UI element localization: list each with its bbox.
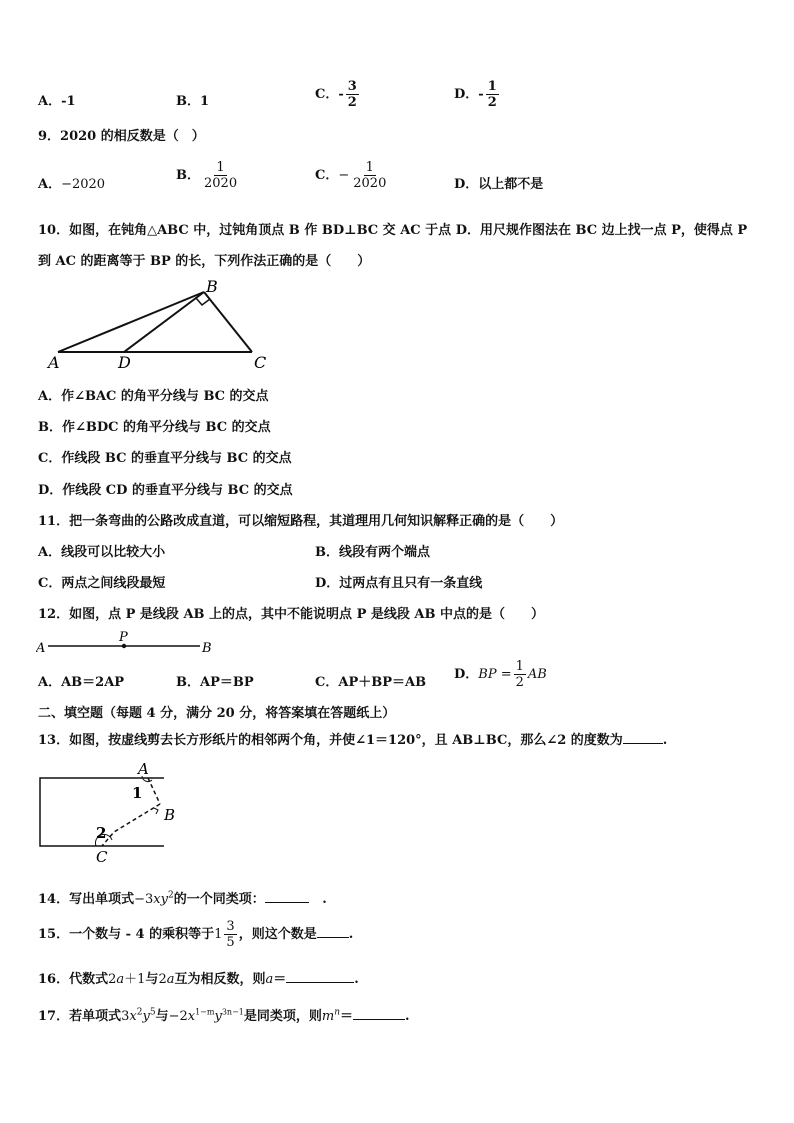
q11-option-d: D．过两点有且只有一条直线 [315,576,483,591]
q8-option-a: A．-1 [38,94,76,109]
segment-ab-figure [36,630,216,656]
fig10-label-c: C [254,353,267,372]
fig10-label-b: B [206,277,218,296]
q10-option-a: A．作∠BAC 的角平分线与 BC 的交点 [38,389,269,404]
q11-option-c: C．两点之间线段最短 [38,576,166,591]
q15-stem: 15．一个数与 - 4 的乘积等于1 $\frac{3}{5}$ ，则这个数是 . [38,919,354,950]
fig10-label-d: D [118,353,131,372]
q9-option-c: C．− $\frac{1}{2020}$ [315,160,387,191]
fig13-label-c: C [96,848,108,866]
fig13-label-b: B [164,806,176,824]
q8-option-b: B．1 [176,94,210,109]
q9-stem: 9．2020 的相反数是（ ） [38,129,205,144]
q13-stem: 13．如图，按虚线剪去长方形纸片的相邻两个角，并使∠1＝120°，且 AB⊥BC，那么∠2 的度数为 . [38,733,668,748]
q11-option-b: B．线段有两个端点 [315,545,430,560]
fig12-label-a: A [36,641,46,656]
fig13-angle-2: 2 [96,824,107,842]
q10-option-b: B．作∠BDC 的角平分线与 BC 的交点 [38,420,271,435]
q10-option-c: C．作线段 BC 的垂直平分线与 BC 的交点 [38,451,292,466]
q14-stem: 14．写出单项式$-3xy^2$的一个同类项： . [38,890,327,907]
q9-option-b: B． $\frac{1}{2020}$ [176,160,238,191]
q8-option-c: C．- $\frac{3}{2}$ [315,79,357,110]
q9-option-d: D．以上都不是 [454,177,544,192]
fig13-label-a: A [138,760,149,778]
fig12-label-b: B [202,641,212,656]
q10-option-d: D．作线段 CD 的垂直平分线与 BC 的交点 [38,483,293,498]
q12-option-d: D．BP = $\frac{1}{2}$ AB [454,659,547,690]
q10-stem-line1: 10．如图，在钝角△ABC 中，过钝角顶点 B 作 BD⊥BC 交 AC 于点 D．用尺规作图法在 BC 边上找一点 P，使得点 P [38,223,748,238]
fig10-label-a: A [48,353,60,372]
q12-option-a: A．AB＝2AP [38,675,125,690]
q11-stem: 11．把一条弯曲的公路改成直道，可以缩短路程，其道理用几何知识解释正确的是（ ） [38,514,564,529]
q17-stem: 17．若单项式$3x^2y^5$与$-2x^{1-m}y^{3n-1}$是同类项，则$m^n=$ . [38,1007,410,1024]
section-fill-in-title: 二、填空题（每题 4 分，满分 20 分，将答案填在答题纸上） [38,706,396,721]
q12-option-b: B．AP＝BP [176,675,254,690]
q10-stem-line2: 到 AC 的距离等于 BP 的长，下列作法正确的是（ ） [38,254,371,269]
fig13-angle-1: 1 [132,784,143,802]
q8-option-d: D．- $\frac{1}{2}$ [454,79,497,110]
q12-option-c: C．AP＋BP＝AB [315,675,427,690]
q16-stem: 16．代数式2a＋1与2a互为相反数，则a＝ . [38,972,359,987]
triangle-abc-figure [40,276,280,372]
fig12-label-p: P [119,630,128,645]
rectangle-cut-figure [36,758,186,868]
q9-option-a: A．−2020 [38,177,106,192]
q12-stem: 12．如图，点 P 是线段 AB 上的点，其中不能说明点 P 是线段 AB 中点的是（ ） [38,607,544,622]
q11-option-a: A．线段可以比较大小 [38,545,166,560]
